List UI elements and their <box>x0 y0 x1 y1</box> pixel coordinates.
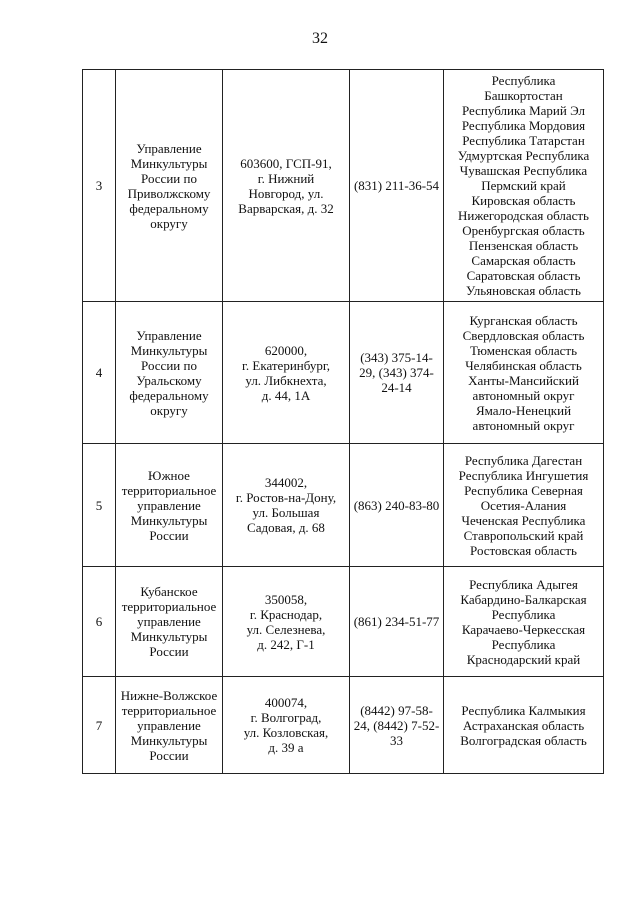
regions-cell: Республика Башкортостан Республика Марий Эл Республика Мордовия Республика Татарстан Удмуртская Республика Чувашская Республика Пермский край Кировская область Нижегородская область Оренбургская область Пензенская область Самарская область Саратовская область Ульяновская область <box>444 70 604 302</box>
department-name-cell: Южное территориальное управление Минкультуры России <box>116 444 223 567</box>
row-number-cell: 3 <box>83 70 116 302</box>
address-cell: 603600, ГСП-91, г. Нижний Новгород, ул. Варварская, д. 32 <box>223 70 350 302</box>
departments-table <box>82 69 604 774</box>
row-number-cell: 5 <box>83 444 116 567</box>
table-row <box>83 70 604 302</box>
row-number-cell: 6 <box>83 567 116 677</box>
table-row <box>83 302 604 444</box>
table-row <box>83 567 604 677</box>
regions-cell: Республика Калмыкия Астраханская область Волгоградская область <box>444 677 604 774</box>
address-cell: 620000, г. Екатеринбург, ул. Либкнехта, д. 44, 1А <box>223 302 350 444</box>
table-row <box>83 677 604 774</box>
department-name-cell: Кубанское территориальное управление Минкультуры России <box>116 567 223 677</box>
address-cell: 344002, г. Ростов-на-Дону, ул. Большая Садовая, д. 68 <box>223 444 350 567</box>
row-number-cell: 7 <box>83 677 116 774</box>
regions-cell: Республика Адыгея Кабардино-Балкарская Республика Карачаево-Черкесская Республика Краснодарский край <box>444 567 604 677</box>
regions-cell: Курганская область Свердловская область Тюменская область Челябинская область Ханты-Мансийский автономный округ Ямало-Ненецкий автономный округ <box>444 302 604 444</box>
phone-cell: (831) 211-36-54 <box>350 70 444 302</box>
table-row <box>83 444 604 567</box>
phone-cell: (861) 234-51-77 <box>350 567 444 677</box>
phone-cell: (343) 375-14- 29, (343) 374- 24-14 <box>350 302 444 444</box>
address-cell: 400074, г. Волгоград, ул. Козловская, д. 39 а <box>223 677 350 774</box>
department-name-cell: Управление Минкультуры России по Уральскому федеральному округу <box>116 302 223 444</box>
phone-cell: (863) 240-83-80 <box>350 444 444 567</box>
page-number: 32 <box>312 30 328 47</box>
regions-cell: Республика Дагестан Республика Ингушетия Республика Северная Осетия-Алания Чеченская Республика Ставропольский край Ростовская область <box>444 444 604 567</box>
row-number-cell: 4 <box>83 302 116 444</box>
phone-cell: (8442) 97-58- 24, (8442) 7-52- 33 <box>350 677 444 774</box>
department-name-cell: Нижне-Волжское территориальное управление Минкультуры России <box>116 677 223 774</box>
address-cell: 350058, г. Краснодар, ул. Селезнева, д. 242, Г-1 <box>223 567 350 677</box>
department-name-cell: Управление Минкультуры России по Приволжскому федеральному округу <box>116 70 223 302</box>
